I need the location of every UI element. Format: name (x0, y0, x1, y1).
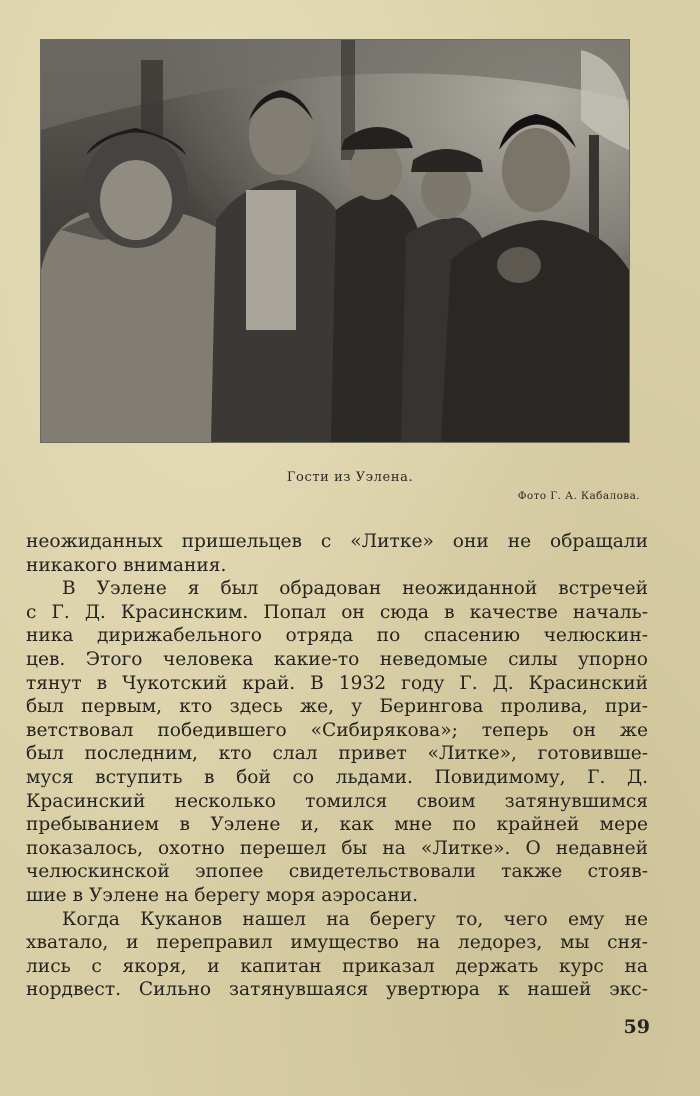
photo-caption: Гости из Уэлена. (286, 470, 414, 485)
text-line: никакого внимания. (26, 554, 227, 576)
photo-illustration (41, 40, 629, 442)
text-line: показалось, охотно перешел бы на «Литке». О недавней (26, 837, 648, 859)
text-line: ветствовал победившего «Сибирякова»; теперь он же (26, 719, 648, 741)
text-line: хватало, и переправил имущество на ледорез, мы сня- (26, 932, 648, 954)
text-line: лись с якоря, и капитан приказал держать курс на (26, 955, 648, 977)
text-line: ника дирижабельного отряда по спасению челюскин- (26, 625, 648, 647)
text-line: нордвест. Сильно затянувшаяся увертюра к нашей экс- (26, 979, 648, 1001)
text-line: шие в Уэлене на берегу моря аэросани. (26, 884, 419, 906)
text-line: с Г. Д. Красинским. Попал он сюда в качестве началь- (26, 601, 648, 623)
text-line: Красинский несколько томился своим затянувшимся (26, 790, 648, 812)
body-text (26, 530, 648, 1002)
text-line: был последним, кто слал привет «Литке», готовивше- (26, 743, 648, 765)
text-line: цев. Этого человека какие-то неведомые силы упорно (26, 648, 648, 670)
text-line: муся вступить в бой со льдами. Повидимому, Г. Д. (26, 766, 648, 788)
photograph (41, 40, 629, 442)
text-line: неожиданных пришельцев с «Литке» они не обращали (26, 531, 648, 552)
text-line: тянут в Чукотский край. В 1932 году Г. Д. Красинский (26, 672, 648, 694)
text-line: пребыванием в Уэлене и, как мне по крайней мере (26, 814, 648, 836)
text-line: челюскинской эпопее свидетельствовали также стояв- (26, 861, 648, 883)
photo-credit: Фото Г. А. Кабалова. (517, 490, 640, 502)
text-line: был первым, кто здесь же, у Берингова пролива, при- (26, 696, 648, 718)
text-line: Когда Куканов нашел на берегу то, чего ему не (62, 908, 648, 930)
page-number: 59 (623, 1016, 650, 1038)
text-line: В Уэлене я был обрадован неожиданной встречей (62, 578, 648, 600)
